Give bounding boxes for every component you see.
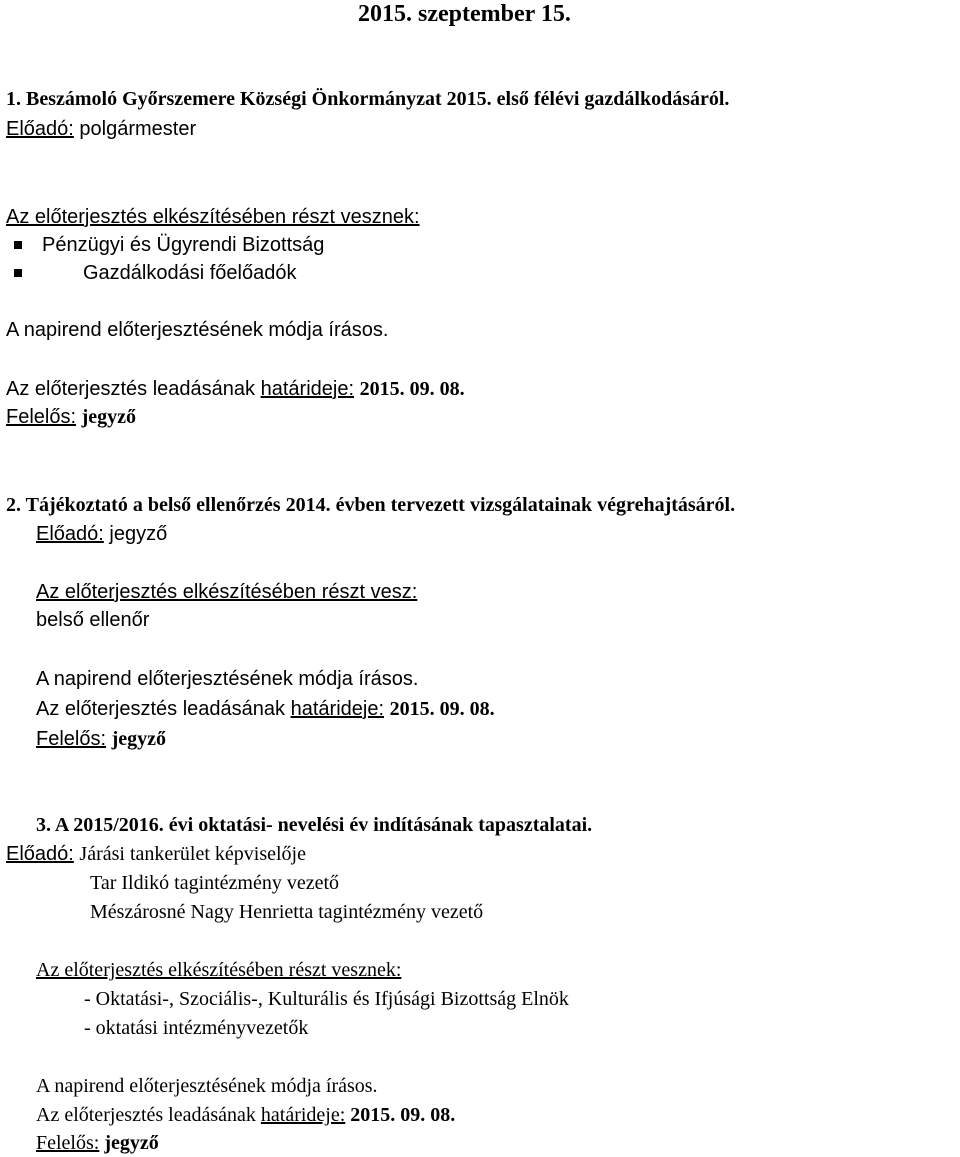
- presenter-label: Előadó:: [6, 118, 74, 140]
- deadline-value: 2015. 09. 08.: [350, 1104, 456, 1126]
- deadline-value: 2015. 09. 08.: [389, 698, 495, 720]
- item-3-presenter-row: [6, 842, 306, 866]
- item-2-deadline-row: Az előterjesztés leadásának határideje: 2015. 09. 08.: [36, 698, 495, 720]
- item-2-title: 2. Tájékoztató a belső ellenőrzés 2014. évben tervezett vizsgálatainak végrehajtásáról.: [6, 494, 736, 516]
- square-bullet-icon: [14, 269, 22, 277]
- item-3-mode: A napirend előterjesztésének módja írásos.: [36, 1075, 378, 1097]
- item-3-participant: - oktatási intézményvezetők: [84, 1017, 309, 1039]
- item-3-responsible-row: [36, 1131, 159, 1155]
- item-2-prep-label: Az előterjesztés elkészítésében részt vesz:: [36, 581, 418, 603]
- presenter-value: polgármester: [79, 118, 197, 140]
- item-3-title: 3. A 2015/2016. évi oktatási- nevelési év indításának tapasztalatai.: [36, 814, 593, 836]
- document-date-heading: 2015. szeptember 15.: [358, 1, 571, 27]
- item-1-prep-label: Az előterjesztés elkészítésében részt vesznek:: [6, 206, 420, 228]
- item-1-participant: Gazdálkodási főelőadók: [83, 261, 296, 285]
- item-3-prep-label: Az előterjesztés elkészítésében részt vesznek:: [36, 959, 402, 981]
- responsible-value: jegyző: [111, 728, 167, 750]
- item-2-responsible-row: [36, 727, 166, 751]
- item-1-presenter-row: [6, 117, 196, 141]
- item-3-presenter: Mészárosné Nagy Henrietta tagintézmény vezető: [90, 901, 484, 923]
- responsible-value: jegyző: [81, 406, 137, 428]
- item-1-deadline-row: Az előterjesztés leadásának határideje: 2015. 09. 08.: [6, 378, 465, 400]
- item-1-title: 1. Beszámoló Győrszemere Községi Önkormányzat 2015. első félévi gazdálkodásáról.: [6, 88, 730, 110]
- item-2-presenter-row: [36, 522, 167, 546]
- deadline-label: határideje:: [260, 378, 355, 400]
- responsible-label: Felelős:: [36, 1132, 100, 1154]
- square-bullet-icon: [14, 241, 22, 249]
- deadline-label: határideje:: [290, 698, 385, 720]
- item-1-participant: Pénzügyi és Ügyrendi Bizottság: [42, 233, 324, 257]
- deadline-value: 2015. 09. 08.: [359, 378, 465, 400]
- presenter-value: jegyző: [109, 523, 168, 545]
- item-2-participant: belső ellenőr: [36, 609, 150, 631]
- item-1-responsible-row: [6, 405, 136, 429]
- responsible-label: Felelős:: [6, 406, 77, 428]
- item-2-mode: A napirend előterjesztésének módja írásos.: [36, 668, 419, 690]
- item-3-deadline-row: Az előterjesztés leadásának határideje: 2015. 09. 08.: [36, 1104, 456, 1126]
- responsible-value: jegyző: [104, 1132, 159, 1154]
- item-3-presenter: Tar Ildikó tagintézmény vezető: [90, 872, 340, 894]
- presenter-label: Előadó:: [36, 523, 104, 545]
- presenter-value: Járási tankerület képviselője: [79, 843, 306, 865]
- item-1-mode: A napirend előterjesztésének módja írásos.: [6, 319, 389, 341]
- item-3-participant: - Oktatási-, Szociális-, Kulturális és Ifjúsági Bizottság Elnök: [84, 988, 569, 1010]
- deadline-label: határideje:: [260, 1104, 346, 1126]
- presenter-label: Előadó:: [6, 843, 74, 865]
- responsible-label: Felelős:: [36, 728, 107, 750]
